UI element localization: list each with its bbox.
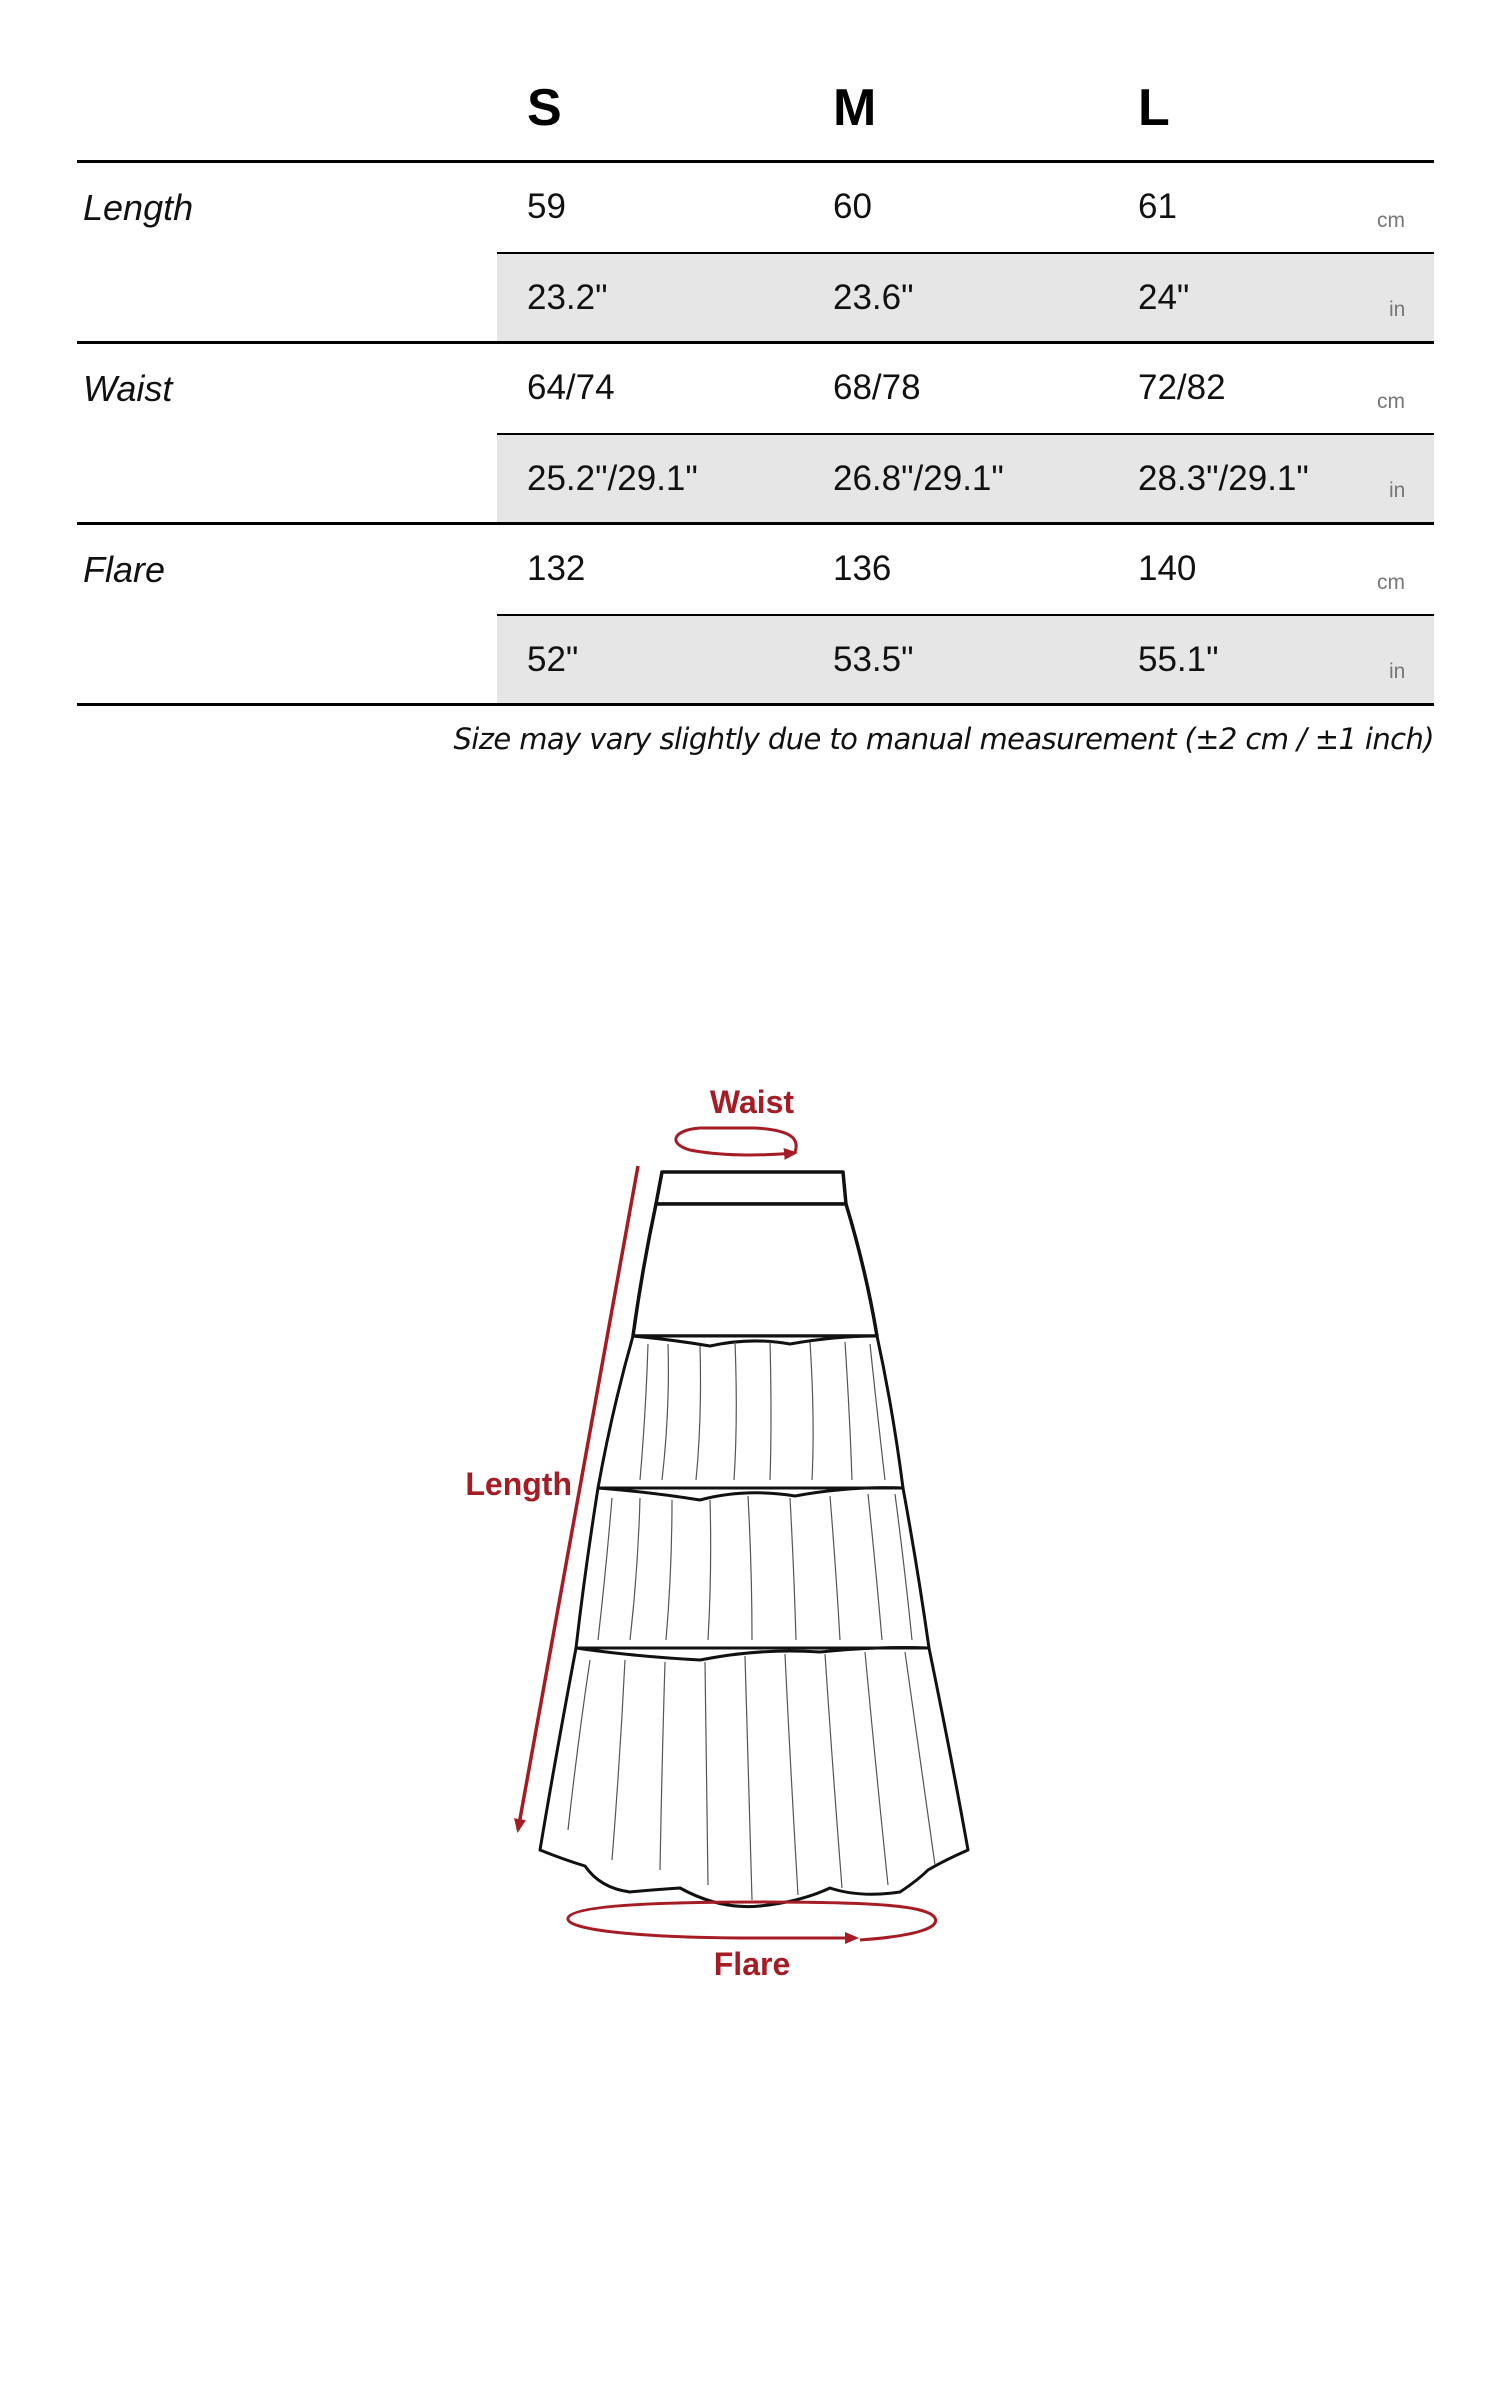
length-diagram-label: Length xyxy=(465,1466,572,1502)
length-label: Length xyxy=(83,187,194,228)
size-s-heading: S xyxy=(527,79,562,137)
skirt-tier-2 xyxy=(598,1336,903,1488)
length-l-cm: 61 xyxy=(1138,187,1177,226)
length-cm-row xyxy=(497,163,1434,252)
waist-measure-arrow xyxy=(676,1128,796,1155)
cm-unit-label: cm xyxy=(1377,390,1405,413)
length-s-in: 23.2" xyxy=(527,278,608,317)
flare-diagram-label: Flare xyxy=(713,1946,791,1982)
waist-s-cm: 64/74 xyxy=(527,368,615,407)
waist-l-cm: 72/82 xyxy=(1138,368,1226,407)
size-l-heading: L xyxy=(1138,79,1170,137)
length-m-in: 23.6" xyxy=(833,278,914,317)
flare-in-row xyxy=(497,614,1434,703)
waist-cm-row xyxy=(497,344,1434,433)
waist-m-cm: 68/78 xyxy=(833,368,921,407)
flare-m-cm: 136 xyxy=(833,549,892,588)
in-unit-label: in xyxy=(1389,298,1406,321)
size-chart-table xyxy=(77,72,1434,706)
size-header-row xyxy=(77,72,1434,163)
skirt-tier-1 xyxy=(633,1204,877,1336)
flare-label: Flare xyxy=(83,549,166,590)
cm-unit-label: cm xyxy=(1377,571,1405,594)
in-unit-label: in xyxy=(1389,479,1406,502)
skirt-illustration xyxy=(0,1040,1500,2040)
waist-m-in: 26.8"/29.1" xyxy=(833,459,1004,498)
flare-m-in: 53.5" xyxy=(833,640,914,679)
waist-diagram-label: Waist xyxy=(709,1084,795,1120)
length-s-cm: 59 xyxy=(527,187,566,226)
waist-row-group xyxy=(77,344,1434,525)
length-l-in: 24" xyxy=(1138,278,1190,317)
length-m-cm: 60 xyxy=(833,187,872,226)
size-m-heading: M xyxy=(833,79,877,137)
flare-cm-row xyxy=(497,525,1434,614)
cm-unit-label: cm xyxy=(1377,209,1405,232)
skirt-waistband xyxy=(656,1172,846,1204)
length-row-group xyxy=(77,163,1434,344)
waist-in-row xyxy=(497,433,1434,522)
waist-s-in: 25.2"/29.1" xyxy=(527,459,698,498)
flare-l-cm: 140 xyxy=(1138,549,1197,588)
flare-l-in: 55.1" xyxy=(1138,640,1219,679)
in-unit-label: in xyxy=(1389,660,1406,683)
flare-row-group xyxy=(77,525,1434,706)
length-in-row xyxy=(497,252,1434,341)
flare-s-cm: 132 xyxy=(527,549,586,588)
skirt-tier-4 xyxy=(540,1648,968,1907)
waist-label: Waist xyxy=(83,368,173,409)
flare-s-in: 52" xyxy=(527,640,579,679)
skirt-measurement-diagram xyxy=(0,1040,1500,2040)
measurement-disclaimer: Size may vary slightly due to manual measurement (±2 cm / ±1 inch) xyxy=(453,722,1434,756)
waist-l-in: 28.3"/29.1" xyxy=(1138,459,1309,498)
